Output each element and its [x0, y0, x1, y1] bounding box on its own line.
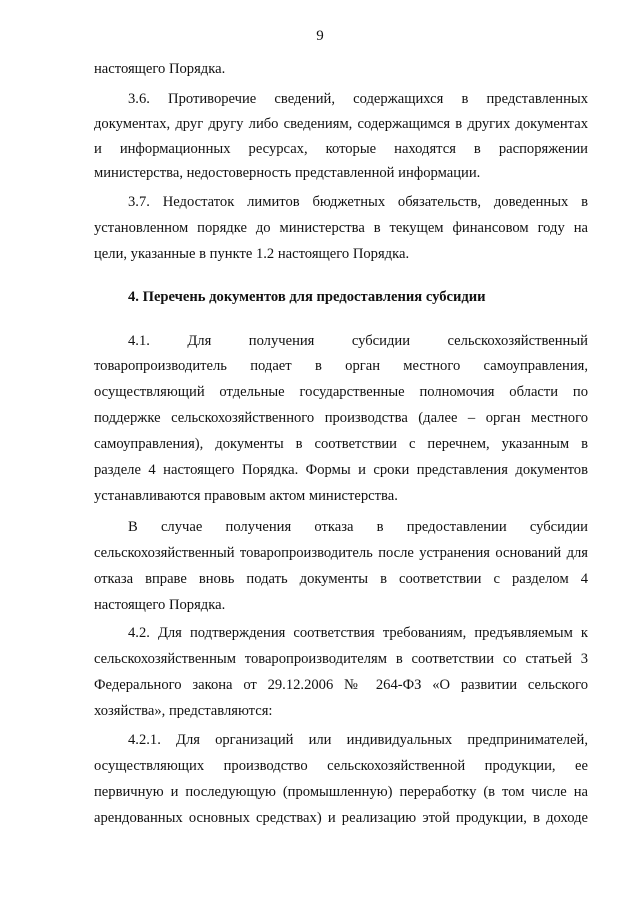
text-line: отказа вправе вновь подать документы в соответствии с разделом 4 [94, 571, 588, 587]
text-line: осуществляющий отдельные государственные полномочия области по [94, 384, 588, 400]
text-line: устанавливаются правовым актом министерства. [94, 488, 398, 504]
text-line: В случае получения отказа в предоставлении субсидии [128, 519, 588, 535]
text-line: документах, друг другу либо сведениям, содержащимся в других документах [94, 116, 588, 132]
section-heading: 4. Перечень документов для предоставления субсидии [128, 289, 486, 305]
text-line: настоящего Порядка. [94, 61, 226, 77]
page-number: 9 [316, 28, 324, 44]
text-line: 3.6. Противоречие сведений, содержащихся в представленных [128, 91, 588, 107]
text-line: самоуправления), документы в соответствии с перечнем, указанным в [94, 436, 588, 452]
text-line: сельскохозяйственным товаропроизводителям в соответствии со статьей 3 [94, 651, 588, 667]
text-line: сельскохозяйственный товаропроизводитель после устранения оснований для [94, 545, 588, 561]
text-line: 4.1. Для получения субсидии сельскохозяйственный [128, 333, 588, 349]
text-line: осуществляющих производство сельскохозяйственной продукции, ее [94, 758, 588, 774]
text-line: установленном порядке до министерства в текущем финансовом году на [94, 220, 588, 236]
text-line: 4.2.1. Для организаций или индивидуальных предпринимателей, [128, 732, 588, 748]
text-line: и информационных ресурсах, которые находятся в распоряжении [94, 141, 588, 157]
text-line: Федерального закона от 29.12.2006 № 264-ФЗ «О развитии сельского [94, 677, 588, 693]
text-line: 4.2. Для подтверждения соответствия требованиям, предъявляемым к [128, 625, 588, 641]
text-line: товаропроизводитель подает в орган местного самоуправления, [94, 358, 588, 374]
text-line: первичную и последующую (промышленную) переработку (в том числе на [94, 784, 588, 800]
text-line: цели, указанные в пункте 1.2 настоящего Порядка. [94, 246, 410, 262]
text-line: хозяйства», представляются: [94, 703, 273, 719]
text-line: поддержке сельскохозяйственного производства (далее – орган местного [94, 410, 588, 426]
text-line: министерства, недостоверность представленной информации. [94, 165, 481, 181]
text-line: арендованных основных средствах) и реализацию этой продукции, в доходе [94, 810, 588, 826]
text-line: 3.7. Недостаток лимитов бюджетных обязательств, доведенных в [128, 194, 588, 210]
text-line: настоящего Порядка. [94, 597, 226, 613]
text-line: разделе 4 настоящего Порядка. Формы и сроки представления документов [94, 462, 588, 478]
